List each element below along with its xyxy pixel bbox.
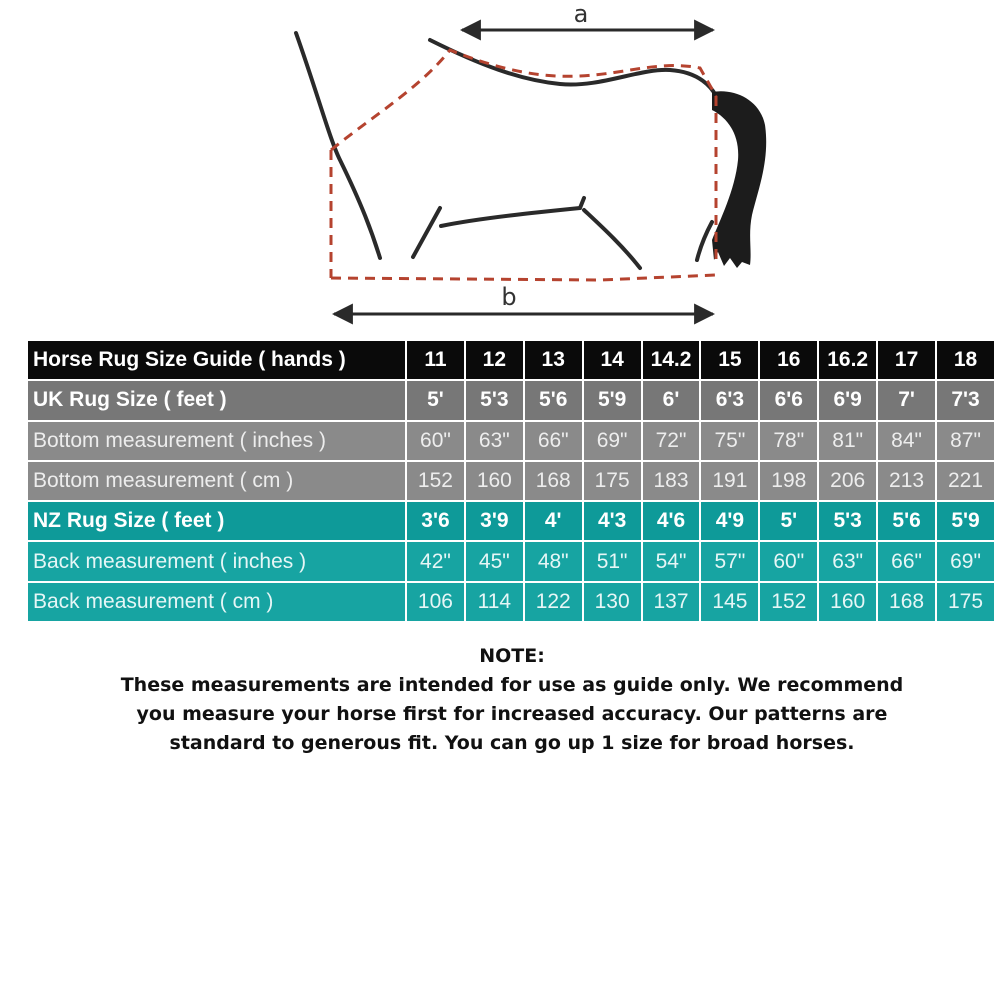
table-cell: 152 — [406, 461, 465, 501]
table-cell: 14.2 — [642, 340, 701, 380]
rug-outline — [331, 50, 716, 280]
table-cell: 198 — [759, 461, 818, 501]
table-row — [27, 421, 995, 461]
table-cell: 11 — [406, 340, 465, 380]
table-cell: 75" — [700, 421, 759, 461]
table-cell: 4'6 — [642, 501, 701, 541]
row-label: Horse Rug Size Guide ( hands ) — [27, 340, 406, 380]
table-row — [27, 541, 995, 581]
table-cell: 183 — [642, 461, 701, 501]
table-cell: 66" — [877, 541, 936, 581]
table-cell: 106 — [406, 582, 465, 622]
table-cell: 42" — [406, 541, 465, 581]
table-cell: 6'6 — [759, 380, 818, 420]
horse-back-line — [430, 40, 716, 96]
table-cell: 221 — [936, 461, 995, 501]
horse-hind-leg-line — [584, 210, 640, 268]
table-cell: 168 — [877, 582, 936, 622]
table-row — [27, 582, 995, 622]
table-cell: 152 — [759, 582, 818, 622]
table-cell: 87" — [936, 421, 995, 461]
table-row — [27, 501, 995, 541]
table-cell: 16 — [759, 340, 818, 380]
table-cell: 160 — [818, 582, 877, 622]
table-cell: 12 — [465, 340, 524, 380]
table-cell: 5' — [759, 501, 818, 541]
table-cell: 54" — [642, 541, 701, 581]
measurement-b-label: b — [501, 283, 517, 311]
table-cell: 78" — [759, 421, 818, 461]
horse-measurement-diagram — [0, 0, 1000, 335]
note-body: These measurements are intended for use as guide only. We recommend you measure your horse first for increased accuracy. Our patterns are standard to generous fit. You can go up 1 size for broad horses. — [120, 674, 904, 754]
table-cell: 63" — [465, 421, 524, 461]
table-row — [27, 461, 995, 501]
horse-front-leg-line — [413, 208, 440, 257]
table-cell: 14 — [583, 340, 642, 380]
row-label: NZ Rug Size ( feet ) — [27, 501, 406, 541]
note-title: NOTE: — [479, 645, 545, 667]
table-cell: 206 — [818, 461, 877, 501]
row-label: Bottom measurement ( inches ) — [27, 421, 406, 461]
table-cell: 7' — [877, 380, 936, 420]
note-section — [100, 642, 924, 758]
table-cell: 145 — [700, 582, 759, 622]
table-cell: 51" — [583, 541, 642, 581]
table-cell: 57" — [700, 541, 759, 581]
table-cell: 72" — [642, 421, 701, 461]
rug-size-table — [26, 339, 996, 623]
table-cell: 18 — [936, 340, 995, 380]
table-cell: 5'6 — [524, 380, 583, 420]
table-cell: 3'9 — [465, 501, 524, 541]
horse-rear-leg-line — [697, 222, 712, 260]
row-label: Back measurement ( cm ) — [27, 582, 406, 622]
table-cell: 130 — [583, 582, 642, 622]
horse-belly-line — [441, 198, 584, 226]
table-row — [27, 380, 995, 420]
table-cell: 114 — [465, 582, 524, 622]
rug-bottom-dashed-line — [331, 275, 716, 280]
table-cell: 175 — [936, 582, 995, 622]
table-cell: 213 — [877, 461, 936, 501]
table-cell: 5'6 — [877, 501, 936, 541]
table-cell: 4' — [524, 501, 583, 541]
table-cell: 5' — [406, 380, 465, 420]
table-cell: 5'3 — [465, 380, 524, 420]
table-cell: 63" — [818, 541, 877, 581]
rug-top-dashed-line — [331, 50, 716, 150]
table-cell: 48" — [524, 541, 583, 581]
table-cell: 60" — [759, 541, 818, 581]
table-cell: 5'9 — [583, 380, 642, 420]
table-cell: 3'6 — [406, 501, 465, 541]
table-cell: 7'3 — [936, 380, 995, 420]
table-cell: 122 — [524, 582, 583, 622]
table-cell: 84" — [877, 421, 936, 461]
table-cell: 4'9 — [700, 501, 759, 541]
table-cell: 13 — [524, 340, 583, 380]
table-cell: 66" — [524, 421, 583, 461]
row-label: Bottom measurement ( cm ) — [27, 461, 406, 501]
table-cell: 69" — [583, 421, 642, 461]
table-cell: 5'3 — [818, 501, 877, 541]
table-header-row — [27, 340, 995, 380]
table-cell: 60" — [406, 421, 465, 461]
table-cell: 16.2 — [818, 340, 877, 380]
horse-tail-shape — [712, 91, 766, 268]
table-cell: 175 — [583, 461, 642, 501]
measurement-a-label: a — [573, 0, 589, 28]
table-cell: 15 — [700, 340, 759, 380]
table-cell: 191 — [700, 461, 759, 501]
table-cell: 160 — [465, 461, 524, 501]
table-cell: 69" — [936, 541, 995, 581]
table-cell: 168 — [524, 461, 583, 501]
table-cell: 17 — [877, 340, 936, 380]
table-cell: 4'3 — [583, 501, 642, 541]
table-cell: 5'9 — [936, 501, 995, 541]
table-cell: 6'3 — [700, 380, 759, 420]
row-label: Back measurement ( inches ) — [27, 541, 406, 581]
table-cell: 81" — [818, 421, 877, 461]
table-cell: 6' — [642, 380, 701, 420]
table-cell: 6'9 — [818, 380, 877, 420]
table-cell: 137 — [642, 582, 701, 622]
row-label: UK Rug Size ( feet ) — [27, 380, 406, 420]
table-cell: 45" — [465, 541, 524, 581]
